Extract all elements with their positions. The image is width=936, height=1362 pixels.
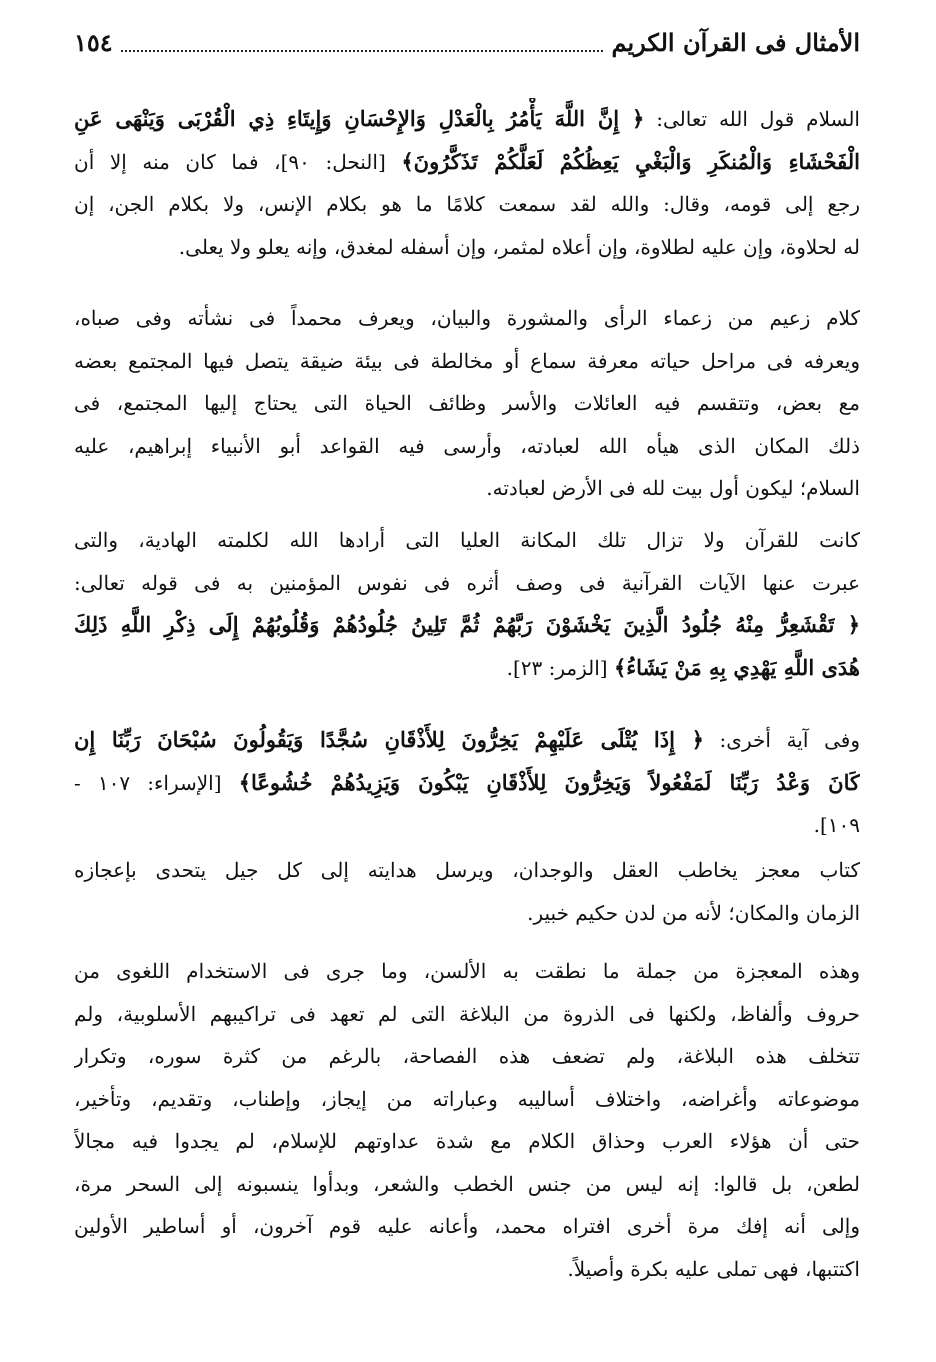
text-line	[74, 1035, 860, 1078]
body-text: حروف وألفاظ، ولكنها فى الذروة من البلاغة التى لم تعهد فى تراكيبهم الأسلوبية، ولم	[74, 1001, 860, 1026]
quran-verse-text: كَانَ وَعْدُ رَبِّنَا لَمَفْعُولاً وَيَخِرُّونَ لِلأَذْقَانِ يَبْكُونَ وَيَزِيدُهُمْ خُشُوعًا﴾	[238, 769, 860, 795]
page-header	[74, 22, 860, 62]
text-line	[74, 297, 860, 340]
text-line	[74, 425, 860, 468]
text-line	[74, 1078, 860, 1121]
body-text: كتاب معجز يخاطب العقل والوجدان، ويرسل هدايته إلى كل جيل يتحدى بإعجازه	[74, 858, 860, 882]
body-text: السلام قول الله تعالى:	[644, 107, 860, 131]
text-line	[74, 647, 860, 690]
text-line	[74, 467, 860, 510]
text-line	[74, 98, 860, 141]
text-line	[74, 993, 860, 1036]
text-line	[74, 562, 860, 605]
body-text: وفى آية أخرى:	[703, 728, 860, 752]
quran-verse-text: هُدَى اللَّهِ يَهْدِي بِهِ مَنْ يَشَاءُ﴾	[613, 654, 860, 680]
page-number: ١٥٤	[74, 27, 113, 57]
text-line	[74, 382, 860, 425]
text-line	[74, 141, 860, 184]
paragraph	[74, 950, 860, 1290]
body-text: كانت للقرآن ولا تزال تلك المكانة العليا التى أرادها الله لكلمته الهادية، والتى	[74, 528, 860, 552]
text-line	[74, 183, 860, 226]
body-text: كلام زعيم من زعماء الرأى والمشورة والبيان، ويعرف محمداً فى نشأته وفى صباه،	[74, 306, 860, 330]
body-text: وهذه المعجزة من جملة ما نطقت به الألسن، وما جرى فى الاستخدام اللغوى من	[74, 959, 860, 983]
body-text: مع بعض، وتتقسم فيه العائلات والأسر وظائف الحياة التى يحتاج إليها المجتمع، فى	[74, 391, 860, 415]
text-line	[74, 849, 860, 892]
text-line	[74, 1205, 860, 1248]
book-title: الأمثال فى القرآن الكريم	[611, 27, 860, 57]
text-line	[74, 226, 860, 269]
quran-verse-text: الْفَحْشَاءِ وَالْمُنكَرِ وَالْبَغْيِ يَعِظُكُمْ لَعَلَّكُمْ تَذَكَّرُونَ﴾	[401, 148, 860, 174]
body-text: تتخلف هذه البلاغة، ولم تضعف هذه الفصاحة، بالرغم من كثرة سوره، وتكرار	[74, 1044, 860, 1068]
paragraph	[74, 297, 860, 510]
quran-verse-text: ﴿ إِذَا يُتْلَى عَلَيْهِمْ يَخِرُّونَ لِلأَذْقَانِ سُجَّدًا وَيَقُولُونَ سُبْحَانَ رَبِّنَا إِن	[74, 727, 704, 752]
text-line	[74, 762, 860, 805]
body-text: حتى أن هؤلاء العرب وحذاق الكلام مع شدة عداوتهم للإسلام، لم يجدوا فيه مجالاً	[74, 1129, 860, 1153]
paragraph	[74, 519, 860, 689]
body-text: موضوعاته وأغراضه، واختلاف أساليبه وعباراته من إيجاز، وإطناب، وتقديم، وتأخير،	[74, 1086, 860, 1111]
body-text: ١٠٩].	[813, 813, 860, 837]
paragraph	[74, 98, 860, 268]
body-text: الزمان والمكان؛ لأنه من لدن حكيم خبير.	[527, 900, 860, 925]
text-line	[74, 892, 860, 935]
text-line	[74, 950, 860, 993]
body-text: ذلك المكان الذى هيأه الله لعبادته، وأرسى فيه القواعد أبو الأنبياء إبراهيم، عليه	[74, 433, 860, 458]
body-text: عبرت عنها الآيات القرآنية فى وصف أثره فى نفوس المؤمنين به فى قوله تعالى:	[74, 570, 860, 595]
text-line	[74, 804, 860, 847]
body-text: وإلى أنه إفك مرة أخرى افتراه محمد، وأعانه عليه قوم آخرون، أو أساطير الأولين	[74, 1214, 860, 1238]
header-dotted-leader	[121, 32, 604, 52]
text-line	[74, 340, 860, 383]
quran-verse-text: ﴿ إِنَّ اللَّهَ يَأْمُرُ بِالْعَدْلِ وَالإِحْسَانِ وَإِيتَاءِ ذِي الْقُرْبَى وَيَنْهَى عَنِ	[74, 106, 645, 131]
body-text: السلام؛ ليكون أول بيت لله فى الأرض لعبادته.	[486, 476, 860, 500]
text-line	[74, 1163, 860, 1206]
text-line	[74, 604, 860, 647]
text-line	[74, 1120, 860, 1163]
body-text: [النحل: ٩٠]، فما كان منه إلا أن	[74, 149, 402, 174]
body-text: رجع إلى قومه، وقال: والله لقد سمعت كلامًا ما هو بكلام الإنس، ولا بكلام الجن، إن	[74, 192, 860, 216]
paragraph	[74, 719, 860, 847]
body-text: [الإسراء: ١٠٧ -	[74, 770, 239, 795]
quran-verse-text: ﴿ تَقْشَعِرُّ مِنْهُ جُلُودُ الَّذِينَ يَخْشَوْنَ رَبَّهُمْ ثُمَّ تَلِينُ جُلُودُهُمْ وَقُلُوبُهُمْ إِلَى ذِكْرِ اللَّهِ ذَلِكَ	[74, 612, 860, 637]
body-text: لطعن، بل قالوا: إنه ليس من جنس الخطب والشعر، وبدأوا ينسبونه إلى السحر مرة،	[74, 1171, 860, 1196]
text-line	[74, 1248, 860, 1291]
body-text: له لحلاوة، وإن عليه لطلاوة، وإن أعلاه لمثمر، وإن أسفله لمغدق، وإنه يعلو ولا يعلى.	[178, 234, 860, 259]
text-line	[74, 519, 860, 562]
paragraph	[74, 849, 860, 934]
body-text: [الزمر: ٢٣].	[506, 655, 614, 680]
body-text: اكتتبها، فهى تملى عليه بكرة وأصيلاً.	[567, 1256, 860, 1281]
body-text: ويعرفه فى مراحل حياته معرفة سماع أو مخالطة فى بيئة ضيقة يتصل فيها المجتمع بعضه	[74, 348, 860, 373]
text-line	[74, 719, 860, 762]
